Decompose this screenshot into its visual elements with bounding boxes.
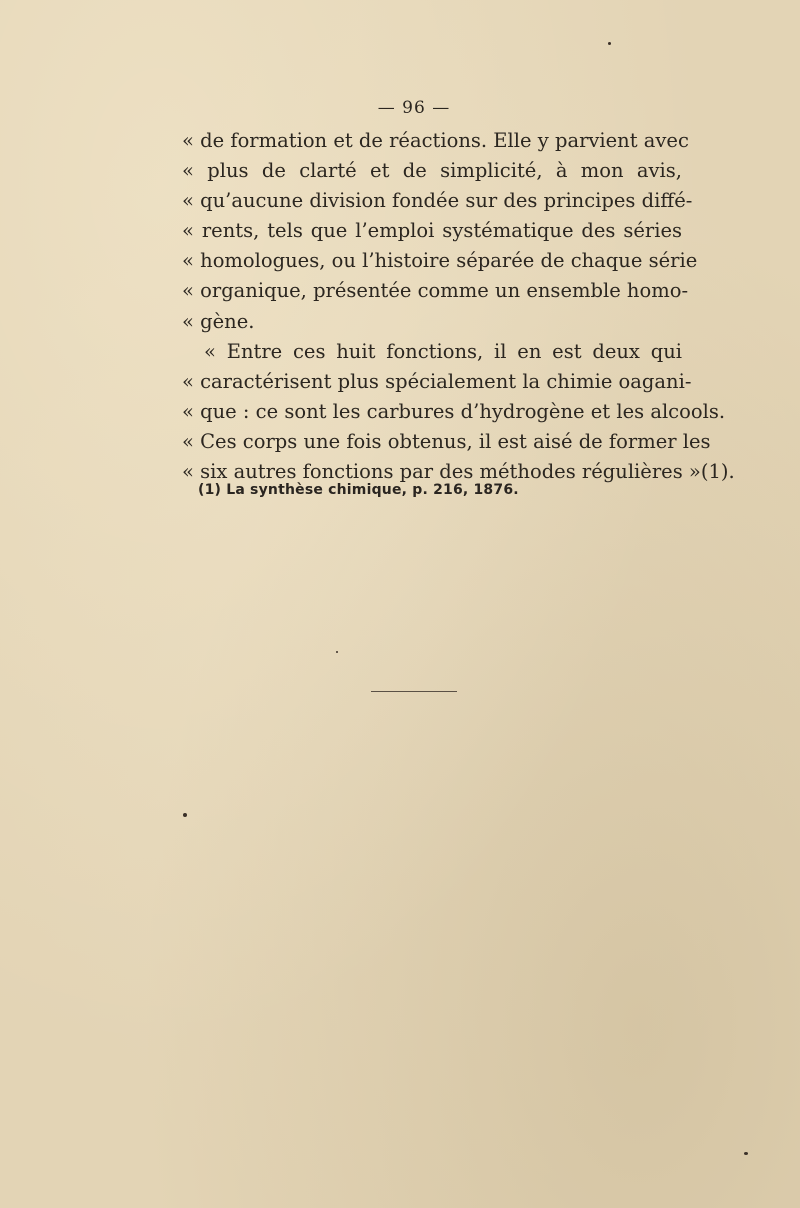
text-line: « que : ce sont les carbures d’hydrogène et les alcools. <box>182 399 726 423</box>
text-line: « gène. <box>182 309 255 333</box>
body-text <box>182 126 735 487</box>
horizontal-rule <box>371 691 457 692</box>
text-line: « six autres fonctions par des méthodes régulières »(1). <box>182 460 735 484</box>
ink-speck <box>183 813 187 817</box>
text-line: « organique, présentée comme un ensemble homo- <box>182 279 689 303</box>
page-number: — 96 — <box>377 98 451 118</box>
text-line: « Entre ces huit fonctions, il en est deux qui <box>204 339 682 363</box>
text-line: « homologues, ou l’histoire séparée de chaque série <box>182 249 698 273</box>
text-line: « caractérisent plus spécialement la chimie oagani- <box>182 369 692 393</box>
ink-speck <box>336 651 338 653</box>
text-line: « Ces corps une fois obtenus, il est aisé de former les <box>182 429 711 453</box>
ink-speck <box>744 1152 748 1155</box>
footnote: (1) La synthèse chimique, p. 216, 1876. <box>198 482 519 498</box>
text-line: « plus de clarté et de simplicité, à mon avis, <box>182 159 682 183</box>
text-line: « qu’aucune division fondée sur des principes diffé- <box>182 189 693 213</box>
text-line: « rents, tels que l’emploi systématique des séries <box>182 219 682 243</box>
text-line: « de formation et de réactions. Elle y parvient avec <box>182 129 689 152</box>
ink-speck <box>608 42 611 45</box>
